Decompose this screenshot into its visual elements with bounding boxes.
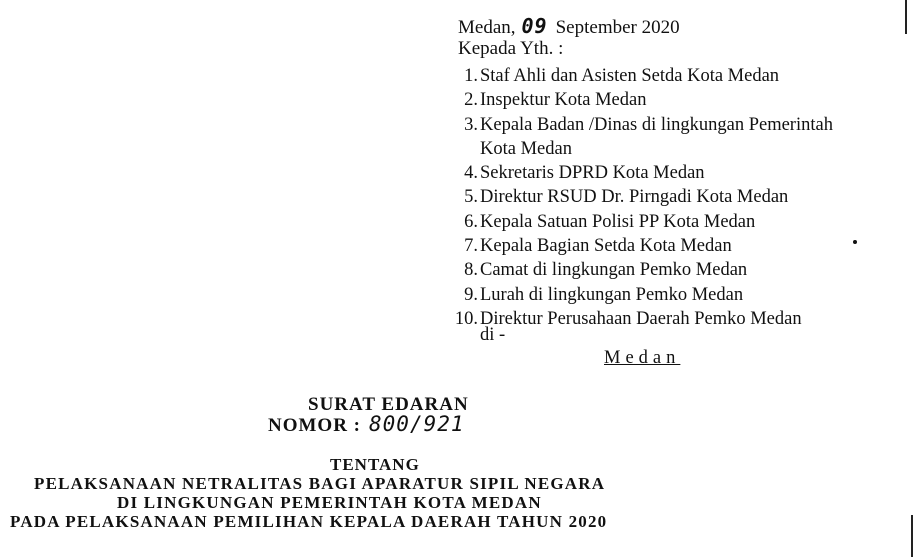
date-month-year: September 2020 — [555, 17, 680, 38]
recipient-text: Direktur RSUD Dr. Pirngadi Kota Medan — [480, 187, 789, 208]
recipient-item — [441, 161, 901, 185]
location-prefix: di - — [480, 325, 506, 345]
stray-dot-mark — [853, 240, 857, 244]
recipient-item — [441, 64, 901, 88]
recipient-text: Sekretaris DPRD Kota Medan — [480, 163, 705, 184]
subject-line: PELAKSANAAN NETRALITAS BAGI APARATUR SIPIL NEGARA — [34, 474, 606, 493]
recipient-number: 9. — [464, 284, 478, 305]
recipient-text: Kepala Bagian Setda Kota Medan — [480, 236, 732, 257]
subject-line: DI LINGKUNGAN PEMERINTAH KOTA MEDAN — [117, 493, 542, 512]
document-number-line — [268, 412, 465, 437]
date-line — [458, 14, 680, 39]
recipient-item — [441, 88, 901, 112]
recipient-item — [441, 258, 901, 282]
recipient-list — [441, 64, 901, 331]
recipient-number: 3. — [464, 114, 478, 135]
recipient-item — [441, 210, 901, 234]
recipient-text: Inspektur Kota Medan — [480, 90, 647, 111]
recipient-item — [441, 307, 901, 331]
recipient-item — [441, 113, 901, 162]
document-number-handwritten: 800/921 — [369, 412, 465, 436]
document-number-label: NOMOR : — [268, 415, 362, 436]
recipient-number: 4. — [464, 163, 478, 184]
date-place: Medan, — [458, 17, 516, 38]
recipient-text: Lurah di lingkungan Pemko Medan — [480, 284, 744, 305]
document-type-title: SURAT EDARAN — [308, 394, 469, 415]
recipient-number: 10. — [454, 308, 478, 329]
scan-edge-right — [905, 0, 907, 34]
subject-heading: TENTANG — [330, 455, 420, 474]
recipient-text: Direktur Perusahaan Daerah Pemko Medan — [480, 308, 802, 329]
recipient-item — [441, 234, 901, 258]
recipient-text: Staf Ahli dan Asisten Setda Kota Medan — [480, 66, 780, 86]
recipient-number: 1. — [464, 66, 478, 86]
recipient-number: 7. — [464, 236, 478, 257]
recipient-item — [441, 185, 901, 209]
recipient-text: Kepala Satuan Polisi PP Kota Medan — [480, 211, 756, 232]
scan-edge-bottom — [911, 515, 913, 557]
date-day-handwritten: 09 — [521, 14, 548, 38]
recipient-item — [441, 283, 901, 307]
recipient-text: Kepala Badan /Dinas di lingkungan Pemerintah Kota Medan — [480, 114, 833, 159]
addressee-label: Kepada Yth. : — [458, 38, 564, 59]
recipient-text: Camat di lingkungan Pemko Medan — [480, 260, 748, 281]
recipient-number: 6. — [464, 211, 478, 232]
recipient-number: 8. — [464, 260, 478, 281]
recipient-number: 2. — [464, 90, 478, 111]
destination-city: Medan — [604, 348, 681, 368]
recipient-number: 5. — [464, 187, 478, 208]
subject-line: PADA PELAKSANAAN PEMILIHAN KEPALA DAERAH TAHUN 2020 — [10, 512, 608, 531]
